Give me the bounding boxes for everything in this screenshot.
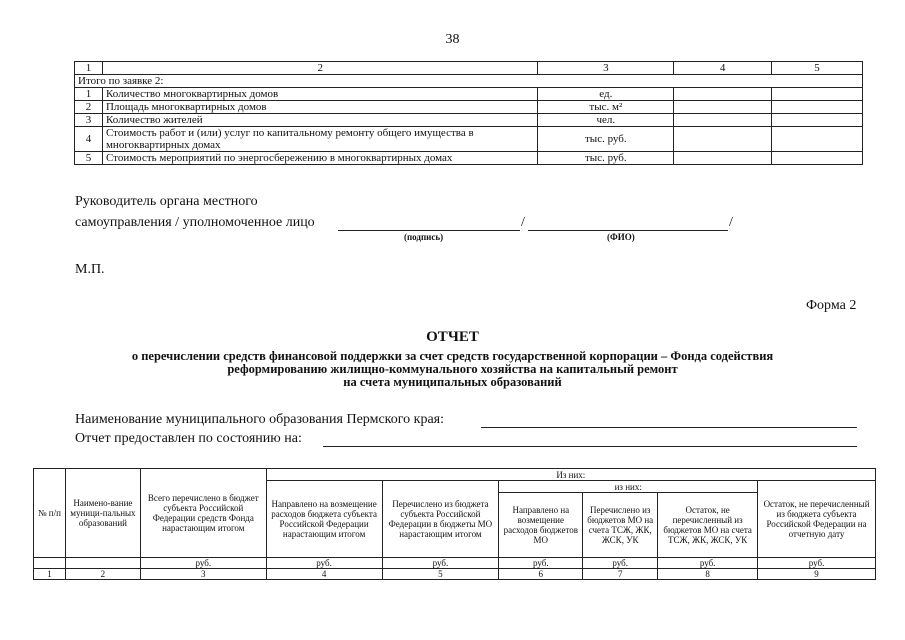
table-row xyxy=(75,152,863,165)
row-number: 1 xyxy=(75,88,103,101)
report-subtitle: на счета муниципальных образований xyxy=(343,375,562,389)
column-number: 5 xyxy=(382,569,499,580)
row-name: Количество жителей xyxy=(102,114,537,127)
row-unit: тыс. руб. xyxy=(538,152,674,165)
row-name: Стоимость мероприятий по энергосбережению в многоквартирных домах xyxy=(102,152,537,165)
row-name: Площадь многоквартирных домов xyxy=(102,101,537,114)
unit-cell: руб. xyxy=(658,558,758,569)
row-cell xyxy=(674,101,772,114)
table-row xyxy=(75,88,863,101)
col-name-header: Наимено-вание муници-пальных образований xyxy=(65,469,140,558)
row-cell xyxy=(772,114,863,127)
column-number: 2 xyxy=(65,569,140,580)
report-subtitle: о перечислении средств финансовой поддержки за счет средств государственной корпорации – Фонда содействия xyxy=(131,349,774,363)
col-mo-remainder-header: Остаток, не перечисленный из бюджетов МО на счета ТСЖ, ЖК, ЖСК, УК xyxy=(658,493,758,558)
summary-table xyxy=(74,61,863,165)
municipality-label: Наименование муниципального образования Пермского края: xyxy=(75,412,444,427)
col-mo-transferred-header: Перечислено из бюджетов МО на счета ТСЖ, ЖК, ЖСК, УК xyxy=(583,493,658,558)
column-number: 1 xyxy=(34,569,66,580)
signature-line1: Руководитель органа местного xyxy=(75,194,258,209)
municipality-field[interactable] xyxy=(481,427,857,428)
row-cell xyxy=(674,88,772,101)
slash: / xyxy=(729,215,733,230)
as-of-label: Отчет предоставлен по состоянию на: xyxy=(75,431,302,446)
col-1: 1 xyxy=(75,62,103,75)
column-number: 4 xyxy=(266,569,382,580)
row-cell xyxy=(674,114,772,127)
col-transferred-header: Перечислено из бюджета субъекта Российской Федерации в бюджеты МО нарастающим итогом xyxy=(382,481,499,558)
caption-signature: (подпись) xyxy=(404,232,444,242)
table-row xyxy=(75,114,863,127)
row-unit: чел. xyxy=(538,114,674,127)
report-table xyxy=(33,468,876,580)
signature-line2: самоуправления / уполномоченное лицо xyxy=(75,215,315,230)
row-cell xyxy=(772,127,863,152)
col-number-header: № п/п xyxy=(34,469,66,558)
report-title: ОТЧЕТ xyxy=(426,329,479,345)
col-5: 5 xyxy=(772,62,863,75)
column-number: 8 xyxy=(658,569,758,580)
column-number: 9 xyxy=(758,569,876,580)
total-row xyxy=(75,75,863,88)
col-4: 4 xyxy=(674,62,772,75)
unit-row xyxy=(34,558,876,569)
name-field[interactable] xyxy=(528,230,728,231)
table-row xyxy=(75,127,863,152)
caption-name: (ФИО) xyxy=(607,232,635,242)
unit-cell xyxy=(34,558,66,569)
row-unit: тыс. м² xyxy=(538,101,674,114)
unit-cell: руб. xyxy=(758,558,876,569)
row-cell xyxy=(674,127,772,152)
unit-cell: руб. xyxy=(382,558,499,569)
stamp-label: М.П. xyxy=(75,262,105,277)
col-total-header: Всего перечислено в бюджет субъекта Российской Федерации средств Фонда нарастающим итогом xyxy=(140,469,266,558)
row-number: 4 xyxy=(75,127,103,152)
total-label: Итого по заявке 2: xyxy=(75,75,863,88)
unit-cell xyxy=(65,558,140,569)
signature-field[interactable] xyxy=(338,230,520,231)
col-remainder-header: Остаток, не перечисленный из бюджета субъекта Российской Федерации на отчетную дату xyxy=(758,481,876,558)
row-cell xyxy=(772,101,863,114)
form-label: Форма 2 xyxy=(806,298,857,313)
of-them-header: Из них: xyxy=(266,469,875,481)
column-number: 3 xyxy=(140,569,266,580)
unit-cell: руб. xyxy=(583,558,658,569)
column-number: 6 xyxy=(499,569,583,580)
row-name: Количество многоквартирных домов xyxy=(102,88,537,101)
row-unit: тыс. руб. xyxy=(538,127,674,152)
row-number: 2 xyxy=(75,101,103,114)
as-of-field[interactable] xyxy=(323,446,857,447)
col-mo-directed-header: Направлено на возмещение расходов бюджетов МО xyxy=(499,493,583,558)
row-cell xyxy=(772,88,863,101)
row-cell xyxy=(674,152,772,165)
column-number: 7 xyxy=(583,569,658,580)
col-directed-header: Направлено на возмещение расходов бюджета субъекта Российской Федерации нарастающим итогом xyxy=(266,481,382,558)
table-header-row xyxy=(75,62,863,75)
unit-cell: руб. xyxy=(499,558,583,569)
col-3: 3 xyxy=(538,62,674,75)
row-number: 3 xyxy=(75,114,103,127)
row-unit: ед. xyxy=(538,88,674,101)
table-row xyxy=(75,101,863,114)
row-number: 5 xyxy=(75,152,103,165)
of-them2-header: из них: xyxy=(499,481,758,493)
row-cell xyxy=(772,152,863,165)
row-name: Стоимость работ и (или) услуг по капитальному ремонту общего имущества в многоквартирных домах xyxy=(102,127,537,152)
page-number: 38 xyxy=(445,32,460,47)
report-subtitle: реформированию жилищно-коммунального хозяйства на капитальный ремонт xyxy=(227,362,678,376)
col-2: 2 xyxy=(102,62,537,75)
column-number-row xyxy=(34,569,876,580)
unit-cell: руб. xyxy=(140,558,266,569)
unit-cell: руб. xyxy=(266,558,382,569)
slash: / xyxy=(521,215,525,230)
